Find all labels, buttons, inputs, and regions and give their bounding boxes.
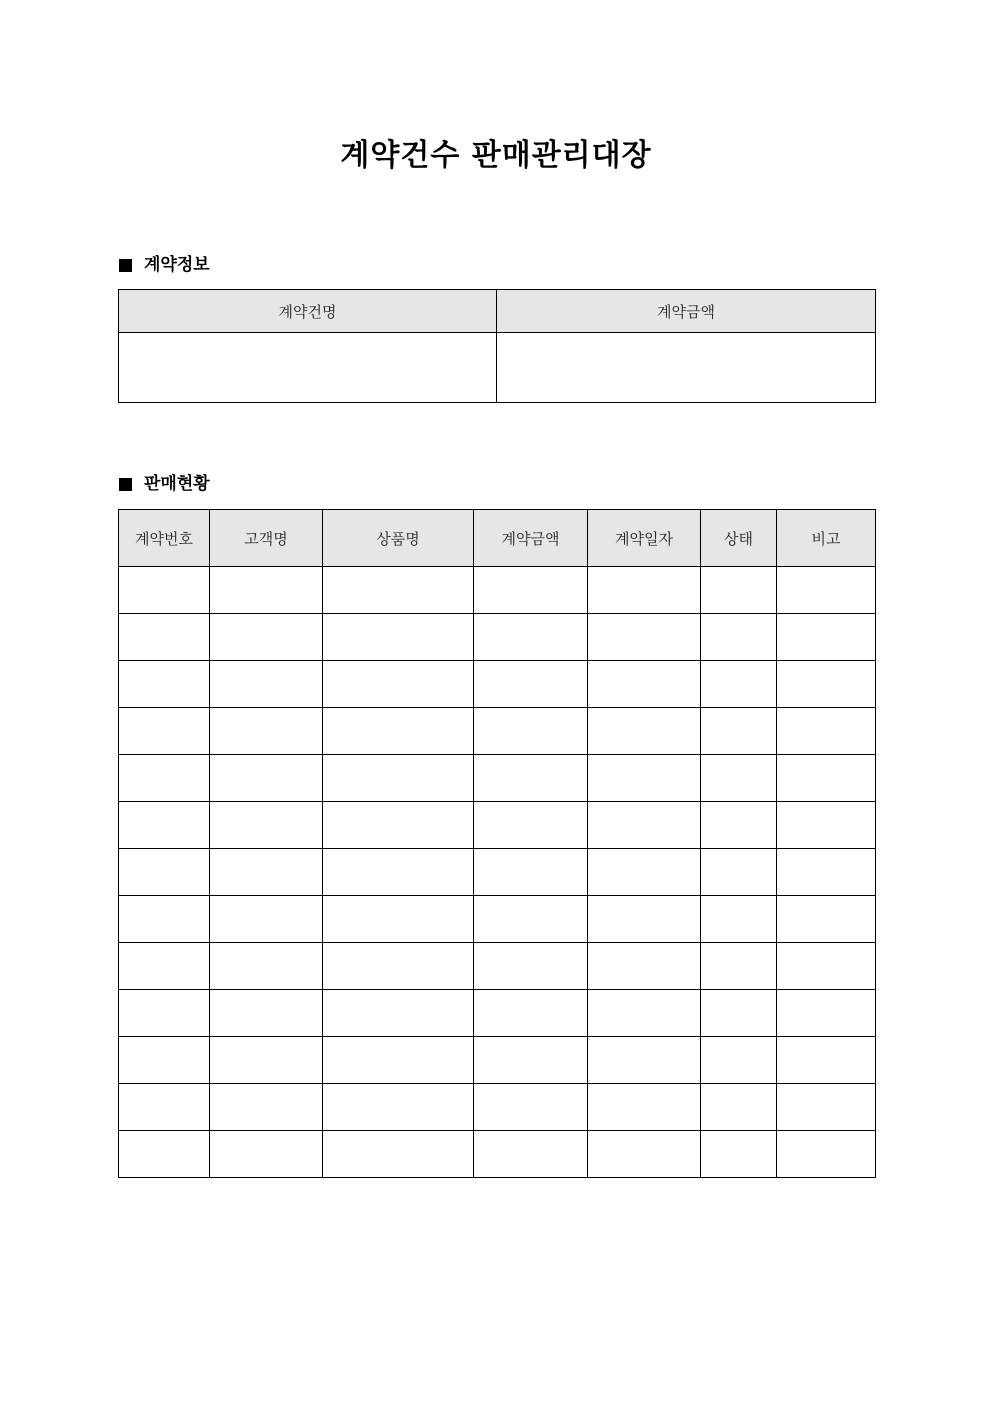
table-cell[interactable] [119, 990, 210, 1037]
table-row [119, 1037, 876, 1084]
table-cell[interactable] [323, 1131, 474, 1178]
table-cell[interactable] [323, 661, 474, 708]
table-cell[interactable] [474, 849, 588, 896]
table-cell[interactable] [588, 1037, 701, 1084]
table-cell[interactable] [474, 990, 588, 1037]
table-cell[interactable] [701, 567, 777, 614]
table-cell[interactable] [701, 708, 777, 755]
table-cell[interactable] [474, 614, 588, 661]
contract-name-cell[interactable] [119, 333, 497, 403]
table-row [119, 661, 876, 708]
table-cell[interactable] [119, 567, 210, 614]
table-cell[interactable] [588, 1131, 701, 1178]
section-heading-label: 계약정보 [144, 255, 210, 275]
column-header-product-name: 상품명 [323, 510, 474, 567]
table-cell[interactable] [474, 802, 588, 849]
column-header-contract-amount: 계약금액 [474, 510, 588, 567]
sales-table-body [119, 567, 876, 1178]
table-cell[interactable] [210, 802, 323, 849]
table-header-row [119, 290, 876, 333]
table-cell[interactable] [210, 614, 323, 661]
table-cell[interactable] [323, 1084, 474, 1131]
table-cell[interactable] [210, 896, 323, 943]
table-cell[interactable] [210, 990, 323, 1037]
table-cell[interactable] [323, 896, 474, 943]
table-cell[interactable] [777, 943, 876, 990]
table-cell[interactable] [588, 661, 701, 708]
table-cell[interactable] [701, 1084, 777, 1131]
square-bullet-icon [119, 259, 132, 272]
table-cell[interactable] [474, 1131, 588, 1178]
table-cell[interactable] [323, 614, 474, 661]
page-title: 계약건수 판매관리대장 [340, 138, 652, 173]
table-row [119, 802, 876, 849]
table-cell[interactable] [588, 943, 701, 990]
section-heading-sales-status [119, 473, 210, 495]
table-row [119, 990, 876, 1037]
table-cell[interactable] [119, 896, 210, 943]
table-cell[interactable] [777, 896, 876, 943]
table-row [119, 896, 876, 943]
table-cell[interactable] [323, 567, 474, 614]
contract-info-table [118, 289, 876, 403]
table-cell[interactable] [323, 708, 474, 755]
table-cell[interactable] [323, 802, 474, 849]
table-cell[interactable] [777, 661, 876, 708]
table-cell[interactable] [474, 708, 588, 755]
sales-status-table [118, 509, 876, 1178]
square-bullet-icon [119, 478, 132, 491]
table-row [119, 849, 876, 896]
table-cell[interactable] [777, 1131, 876, 1178]
table-cell[interactable] [210, 1131, 323, 1178]
table-row [119, 755, 876, 802]
table-cell[interactable] [474, 1084, 588, 1131]
table-cell[interactable] [777, 567, 876, 614]
table-cell[interactable] [777, 1084, 876, 1131]
table-cell[interactable] [777, 802, 876, 849]
table-cell[interactable] [210, 1084, 323, 1131]
column-header-status: 상태 [701, 510, 777, 567]
table-cell[interactable] [323, 849, 474, 896]
table-row [119, 943, 876, 990]
table-cell[interactable] [588, 567, 701, 614]
table-cell[interactable] [588, 802, 701, 849]
table-cell[interactable] [701, 849, 777, 896]
table-cell[interactable] [777, 755, 876, 802]
table-cell[interactable] [323, 1037, 474, 1084]
table-row [119, 333, 876, 403]
table-cell[interactable] [588, 849, 701, 896]
table-cell[interactable] [119, 849, 210, 896]
table-cell[interactable] [701, 943, 777, 990]
column-header-customer-name: 고객명 [210, 510, 323, 567]
table-cell[interactable] [777, 990, 876, 1037]
table-cell[interactable] [588, 708, 701, 755]
table-cell[interactable] [119, 943, 210, 990]
contract-amount-cell[interactable] [497, 333, 876, 403]
table-cell[interactable] [701, 755, 777, 802]
table-cell[interactable] [588, 614, 701, 661]
table-cell[interactable] [210, 661, 323, 708]
table-cell[interactable] [119, 755, 210, 802]
table-cell[interactable] [210, 567, 323, 614]
table-cell[interactable] [701, 896, 777, 943]
table-cell[interactable] [323, 943, 474, 990]
table-cell[interactable] [701, 1131, 777, 1178]
table-cell[interactable] [323, 755, 474, 802]
column-header-contract-number: 계약번호 [119, 510, 210, 567]
table-cell[interactable] [777, 614, 876, 661]
table-cell[interactable] [701, 614, 777, 661]
column-header-contract-amount: 계약금액 [497, 290, 876, 333]
table-cell[interactable] [777, 1037, 876, 1084]
table-cell[interactable] [210, 849, 323, 896]
table-cell[interactable] [588, 990, 701, 1037]
table-cell[interactable] [210, 1037, 323, 1084]
table-cell[interactable] [474, 567, 588, 614]
table-cell[interactable] [119, 614, 210, 661]
table-cell[interactable] [323, 990, 474, 1037]
table-cell[interactable] [210, 755, 323, 802]
table-cell[interactable] [588, 896, 701, 943]
table-cell[interactable] [210, 708, 323, 755]
table-row [119, 567, 876, 614]
table-cell[interactable] [119, 1037, 210, 1084]
table-cell[interactable] [119, 708, 210, 755]
table-row [119, 614, 876, 661]
table-row [119, 1084, 876, 1131]
table-row [119, 1131, 876, 1178]
table-cell[interactable] [119, 802, 210, 849]
table-row [119, 708, 876, 755]
column-header-remarks: 비고 [777, 510, 876, 567]
table-cell[interactable] [119, 1131, 210, 1178]
table-cell[interactable] [701, 990, 777, 1037]
table-cell[interactable] [588, 1084, 701, 1131]
table-cell[interactable] [119, 661, 210, 708]
table-cell[interactable] [474, 661, 588, 708]
table-header-row [119, 510, 876, 567]
table-cell[interactable] [474, 896, 588, 943]
table-cell[interactable] [210, 943, 323, 990]
table-cell[interactable] [701, 802, 777, 849]
table-cell[interactable] [701, 1037, 777, 1084]
column-header-contract-date: 계약일자 [588, 510, 701, 567]
table-cell[interactable] [777, 708, 876, 755]
table-cell[interactable] [588, 755, 701, 802]
table-cell[interactable] [474, 755, 588, 802]
section-heading-contract-info [119, 254, 210, 276]
column-header-contract-name: 계약건명 [119, 290, 497, 333]
table-cell[interactable] [474, 943, 588, 990]
section-heading-label: 판매현황 [144, 474, 210, 494]
table-cell[interactable] [701, 661, 777, 708]
table-cell[interactable] [777, 849, 876, 896]
table-cell[interactable] [474, 1037, 588, 1084]
table-cell[interactable] [119, 1084, 210, 1131]
